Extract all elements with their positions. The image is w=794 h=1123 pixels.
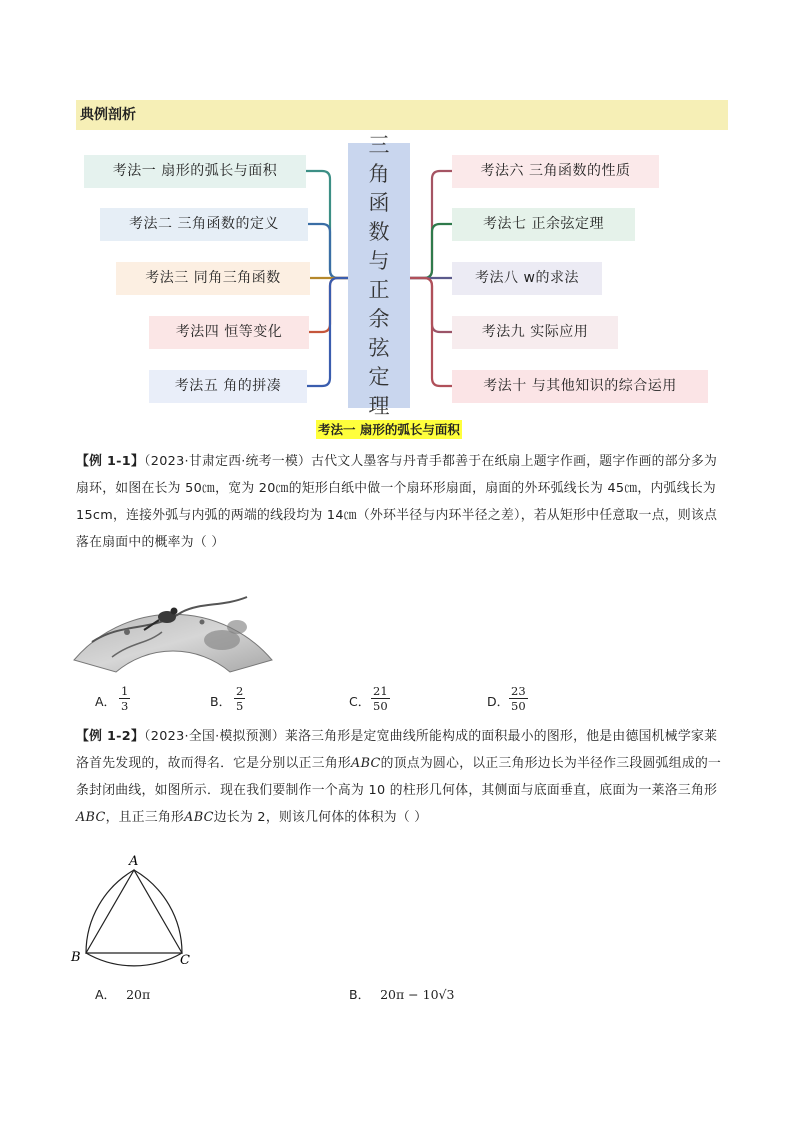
option-label: A．: [95, 987, 117, 1002]
option-label: C．: [349, 694, 371, 709]
connector-left-2: [308, 224, 348, 278]
option-fraction: [509, 684, 528, 713]
triangle-name: ABC: [351, 756, 381, 771]
section-title: 典例剖析: [76, 100, 728, 130]
option-label: D．: [487, 694, 510, 709]
method-heading: 考法一 扇形的弧长与面积: [318, 422, 460, 437]
vertex-label-a: A: [129, 854, 139, 869]
example-1-2-option-a[interactable]: [95, 985, 150, 1003]
fraction-numerator: 23: [511, 684, 526, 698]
arc-bc: [86, 953, 182, 966]
connector-left-4: [309, 278, 348, 332]
mindmap-right-item-4: 考法九 实际应用: [452, 316, 618, 349]
mindmap-left-item-3: 考法三 同角三角函数: [116, 262, 310, 295]
example-body-part-2: 的顶点为圆心，以正三角形边长为半径作三段圆弧组成的一条封闭曲线，如图所示．现在我们要制作一个高为 10 的柱形几何体，其侧面与底面垂直，底面为一莱洛三角形: [76, 756, 722, 798]
example-1-2-option-b[interactable]: [349, 985, 454, 1003]
mindmap-left-item-2: 考法二 三角函数的定义: [100, 208, 308, 241]
option-value: 20π − 10√3: [380, 987, 455, 1002]
example-1-2-text: [76, 723, 726, 831]
example-source: （2023·全国·模拟预测）: [144, 729, 285, 744]
center-topic-char: 函: [368, 190, 390, 215]
mindmap-left-item-1: 考法一 扇形的弧长与面积: [84, 155, 306, 188]
triangle-name: ABC: [184, 810, 214, 825]
center-topic-char: 定: [368, 364, 390, 389]
option-value: 20π: [126, 987, 151, 1002]
center-topic-char: 角: [368, 161, 390, 186]
option-label: A．: [95, 694, 117, 709]
example-body: 古代文人墨客与丹青手都善于在纸扇上题字作画，题字作画的部分多为扇环，如图在长为 50㎝，宽为 20㎝的矩形白纸中做一个扇环形扇面，扇面的外环弧线长为 45㎝，内弧线长为 15cm，连接外弧与内弧的两端的线段均为 14㎝（外环半径与内环半径之差），若从矩形中任意取一点，则该点落在扇面中的概率为（ ）: [76, 454, 718, 550]
option-label: B．: [210, 694, 232, 709]
mindmap-left-item-4: 考法四 恒等变化: [149, 316, 309, 349]
reuleaux-triangle-figure: [66, 850, 206, 970]
mindmap-right-item-5: 考法十 与其他知识的综合运用: [452, 370, 708, 403]
center-topic-char: 与: [368, 248, 390, 273]
fraction-numerator: 2: [236, 684, 244, 698]
fraction-denominator: 3: [121, 699, 129, 713]
fraction-numerator: 21: [373, 684, 388, 698]
fraction-denominator: 50: [373, 699, 388, 713]
center-topic-char: 三: [368, 132, 390, 157]
option-label: B．: [349, 987, 371, 1002]
option-fraction: [371, 684, 390, 713]
mindmap-right-item-3: 考法八 w的求法: [452, 262, 602, 295]
mindmap-right-item-1: 考法六 三角函数的性质: [452, 155, 659, 188]
fraction-denominator: 5: [236, 699, 244, 713]
option-fraction: [234, 684, 245, 713]
triangle-name: ABC: [76, 810, 106, 825]
example-tag: 【例 1-1】: [76, 454, 145, 469]
equilateral-triangle: [86, 870, 182, 953]
mindmap-center-topic: [348, 132, 410, 418]
example-body-part-1: 莱洛三角形是定宽曲线所能构成的面积最小的图形，他是由德国机械学家莱洛首先发现的，故而得名．它是分别以正三角形: [76, 729, 718, 771]
example-source: （2023·甘肃定西·统考一模）: [144, 454, 312, 469]
center-topic-char: 弦: [368, 335, 390, 360]
center-topic-char: 余: [368, 306, 390, 331]
mindmap-right-item-2: 考法七 正余弦定理: [452, 208, 635, 241]
fan-painting-image: [72, 582, 274, 674]
center-topic-char: 正: [368, 277, 390, 302]
example-tag: 【例 1-2】: [76, 729, 145, 744]
fraction-denominator: 50: [511, 699, 526, 713]
example-body-part-4: 边长为 2，则该几何体的体积为（ ）: [213, 810, 428, 825]
center-topic-char: 理: [368, 393, 390, 418]
connector-right-2: [410, 224, 452, 278]
example-body-part-3: ，且正三角形: [105, 810, 185, 825]
example-1-1-text: [76, 448, 726, 556]
vertex-label-c: C: [180, 953, 190, 968]
fraction-numerator: 1: [121, 684, 129, 698]
mindmap-left-item-5: 考法五 角的拼凑: [149, 370, 307, 403]
vertex-label-b: B: [71, 950, 81, 965]
option-fraction: [119, 684, 130, 713]
center-topic-char: 数: [368, 219, 390, 244]
